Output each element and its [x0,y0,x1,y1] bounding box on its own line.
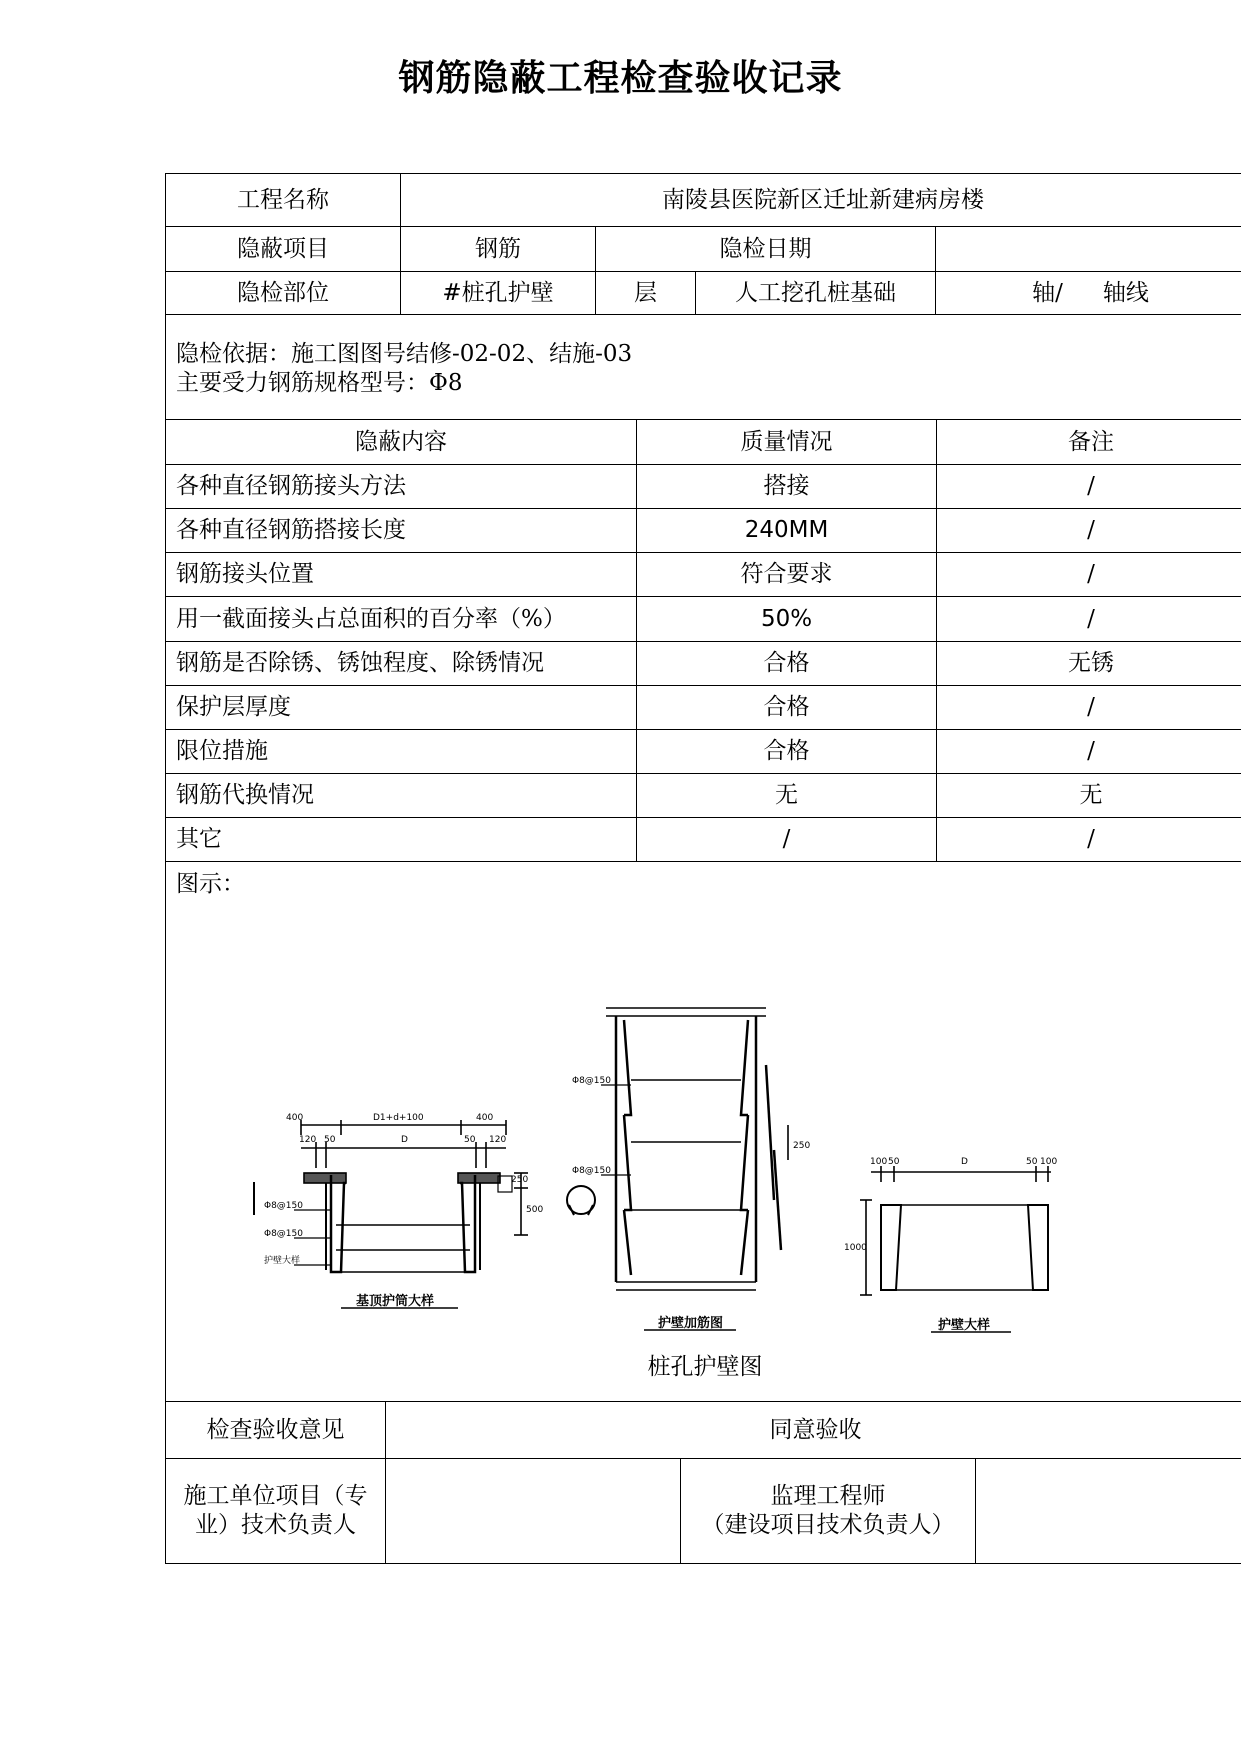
d1-dim-second-0: 120 [299,1135,317,1145]
supervisor-label-cell [681,1459,976,1564]
row-remark: / [937,597,1241,642]
location-label: 隐检部位 [166,272,401,315]
d2-label-1: Φ8@150 [572,1166,611,1176]
row-quality: 合格 [637,730,937,774]
d2-right-dim: 250 [793,1141,811,1151]
row-content: 钢筋接头位置 [166,553,637,597]
row-content: 限位措施 [166,730,637,774]
d3-dim-top-0: 100 [870,1157,888,1167]
contractor-label-cell [166,1459,386,1564]
supervisor-label-line-2: （建设项目技术负责人） [701,1512,955,1538]
opinion-table [165,1401,1241,1459]
d1-dim-second-1: 50 [324,1135,336,1145]
d1-right-dim-1: 500 [526,1205,544,1215]
axis-line-label: 轴线 [1102,279,1149,306]
row-remark: / [937,509,1241,553]
drawing-pile-top-casing [254,1120,528,1308]
row-quality: 符合要求 [637,553,937,597]
basis-table [165,314,1241,420]
d3-dim-top-2: D [961,1157,968,1167]
hidden-item-label: 隐蔽项目 [166,227,401,272]
figure-table [165,861,1241,1402]
table-row [166,774,1241,818]
supervisor-label-line-1: 监理工程师 [770,1483,886,1510]
row-remark: / [937,686,1241,730]
d1-side-label-0: Φ8@150 [264,1201,303,1211]
basis-line-2: 主要受力钢筋规格型号：Φ8 [176,370,463,396]
figure-caption: 桩孔护壁图 [647,1354,763,1380]
d1-dim-second-2: D [401,1135,408,1145]
contractor-label-line-1: 施工单位项目（专 [183,1483,368,1510]
row-content: 用一截面接头占总面积的百分率（%） [166,597,637,642]
row-content: 钢筋代换情况 [166,774,637,818]
floor-label: 层 [596,272,696,315]
opinion-label: 检查验收意见 [166,1402,386,1459]
header-table [165,173,1241,315]
supervisor-signature [976,1459,1241,1564]
d3-dim-top-3: 50 [1026,1157,1038,1167]
contractor-label-line-2: 业）技术负责人 [195,1512,356,1538]
inspection-form [165,173,1241,1564]
row-quality: 合格 [637,642,937,686]
d2-caption: 护壁加筋图 [658,1316,724,1331]
basis-line-1: 隐检依据：施工图图号结修-02-02、结施-03 [176,341,633,368]
opinion-value: 同意验收 [386,1402,1241,1459]
axis-label: 轴/ [1032,279,1063,306]
row-content: 钢筋是否除锈、锈蚀程度、除锈情况 [166,642,637,686]
axis-cell [936,272,1241,315]
table-row [166,553,1241,597]
row-remark: / [937,465,1241,509]
d2-label-0: Φ8@150 [572,1076,611,1086]
pile-wall-drawings [176,920,1236,1390]
row-remark: 无锈 [937,642,1241,686]
row-content: 其它 [166,818,637,862]
project-name-value: 南陵县医院新区迁址新建病房楼 [401,174,1241,227]
document-title: 钢筋隐蔽工程检查验收记录 [398,58,843,99]
figure-area [176,870,1234,1400]
project-name-label: 工程名称 [166,174,401,227]
row-quality: / [637,818,937,862]
d1-dim-second-3: 50 [464,1135,476,1145]
row-content: 各种直径钢筋接头方法 [166,465,637,509]
drawing-wall-detail [860,1166,1051,1332]
basis-cell [166,315,1241,420]
d3-left-dim: 1000 [844,1243,867,1253]
row-quality: 无 [637,774,937,818]
items-table [165,419,1241,862]
table-row [166,465,1241,509]
d3-dim-top-4: 100 [1040,1157,1058,1167]
row-remark: / [937,730,1241,774]
d3-caption: 护壁大样 [938,1318,991,1333]
row-quality: 搭接 [637,465,937,509]
table-row [166,730,1241,774]
table-row [166,818,1241,862]
table-row [166,686,1241,730]
figure-label: 图示： [176,871,245,897]
d3-dim-top-1: 50 [888,1157,900,1167]
d1-caption: 基顶护筒大样 [356,1294,435,1309]
d1-dim-top-0: 400 [286,1113,304,1123]
table-row [166,509,1241,553]
d1-dim-top-2: 400 [476,1113,494,1123]
row-remark: / [937,553,1241,597]
row-remark: / [937,818,1241,862]
row-remark: 无 [937,774,1241,818]
contractor-signature [386,1459,681,1564]
row-quality: 240MM [637,509,937,553]
table-row [166,597,1241,642]
table-row [166,642,1241,686]
col-header-quality: 质量情况 [637,420,937,465]
row-quality: 50% [637,597,937,642]
d1-side-label-2: 护壁大样 [264,1256,301,1266]
row-content: 各种直径钢筋搭接长度 [166,509,637,553]
inspection-date-label: 隐检日期 [596,227,936,272]
d1-dim-second-4: 120 [489,1135,507,1145]
location-value: #桩孔护壁 [401,272,596,315]
row-quality: 合格 [637,686,937,730]
floor-value: 人工挖孔桩基础 [696,272,936,315]
col-header-remark: 备注 [937,420,1241,465]
hidden-item-value: 钢筋 [401,227,596,272]
inspection-date-value [936,227,1241,272]
signature-table [165,1458,1241,1564]
figure-cell [166,862,1241,1402]
d1-dim-top-1: D1+d+100 [373,1113,424,1123]
d1-right-dim-0: 250 [511,1175,529,1185]
d1-side-label-1: Φ8@150 [264,1229,303,1239]
row-content: 保护层厚度 [166,686,637,730]
col-header-content: 隐蔽内容 [166,420,637,465]
